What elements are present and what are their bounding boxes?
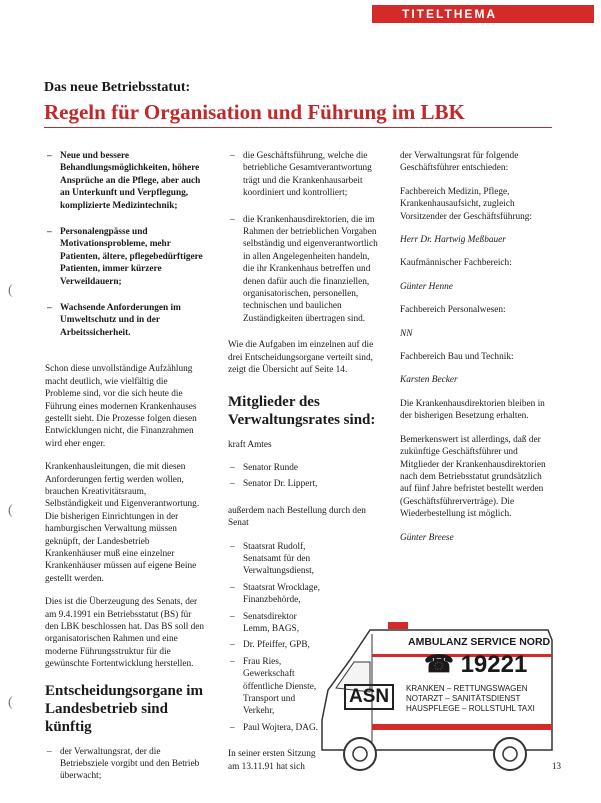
page-number: 13 (552, 761, 561, 771)
headline-rule (44, 127, 552, 128)
paragraph: Dies ist die Überzeugung des Senats, der am 9.4.1991 ein Betriebsstatut (BS) für den LBK beschlossen hat. Das BS soll den organisatorischen Rahmen und eine moderne Führungsstruktur für die gewünschte Fortentwicklung herstellen. (45, 597, 205, 670)
service-row: NOTARZT – SANITÄTSDIENST (406, 694, 521, 703)
role-name: Herr Dr. Hartwig Meßbauer (400, 235, 506, 246)
role-label: Kaufmännischer Fachbereich: (400, 258, 512, 269)
paragraph: Wie die Aufgaben im einzelnen auf die drei Entscheidungsorgane verteilt sind, zeigt die Übersicht auf Seite 14. (228, 340, 374, 376)
list-item: – Paul Wojtera, DAG. (228, 722, 320, 734)
list-item: – Staatsrat Wrocklage, Finanzbehörde, (228, 582, 320, 607)
list-item: – Frau Ries, Gewerkschaft öffentliche Dienste, Transport und Verkehr, (228, 656, 320, 718)
paragraph: Krankenhausleitungen, die mit diesen Anforderungen fertig werden wollen, brauchen Kreativitätsraum, Selbständigkeit und Eigenverantwortung. Die bisherigen Einrichtungen in der hamburgischen Verwaltung müssen geknüpft, der Landesbetrieb Krankenhäuser muß eine einzelner Krankenhäuser müssen auf eigene Beine gestellt werden. (45, 462, 200, 584)
list-item: – Senator Runde (228, 462, 380, 474)
list-item: – Senatsdirektor Lemm, BAGS, (228, 611, 320, 636)
subheading: Mitglieder des Verwaltungsrates sind: (228, 393, 376, 428)
paragraph: Schon diese unvollständige Aufzählung macht deutlich, wie vielfältig die Probleme sind, vor die sich heute die Führung eines modernen Krankenhauses gestellt sieht. Die Prozesse folgen diesen Entwicklungen nicht, die Finanzrahmen wird eher enger. (45, 364, 197, 449)
kicker: Das neue Betriebsstatut: (44, 80, 191, 95)
author: Günter Breese (400, 532, 454, 543)
ambulance-services (406, 684, 556, 714)
list-item: – Neue und bessere Behandlungsmöglichkeiten, höhere Ansprüche an die Pflege, aber auch an Unterkunft und Verpflegung, komplizierte Medizintechnik; (45, 150, 205, 212)
role-label: Fachbereich Medizin, Pflege, Krankenhausaufsicht, zugleich Vorsitzender der Geschäftsführung: (400, 186, 533, 222)
service-row: HAUSPFLEGE – ROLLSTUHL TAXI (406, 704, 535, 713)
paragraph: außerdem nach Bestellung durch den Senat (228, 505, 366, 529)
label: kraft Amtes (228, 439, 272, 450)
section-banner: TITELTHEMA (372, 5, 594, 23)
paragraph: der Verwaltungsrat für folgende Geschäftsführer entschieden: (400, 151, 519, 174)
list-item: – Wachsende Anforderungen im Umweltschutz und in der Arbeitssicherheit. (45, 302, 205, 339)
service-row: KRANKEN – RETTUNGSWAGEN (406, 684, 528, 693)
paragraph: In seiner ersten Sitzung am 13.11.91 hat sich (228, 749, 316, 772)
list-item: – Personalengpässe und Motivationsprobleme, mehr Patienten, ältere, pflegebedürftigere Patienten, immer kürzere Verweildauern; (45, 226, 205, 288)
ambulance-phone: ☎ 19221 (424, 651, 528, 678)
list-item: – die Geschäftsführung, welche die betriebliche Gesamtverantwortung trägt und die Krankenhausarbeit koordiniert und kontrolliert; (228, 150, 380, 200)
role-label: Fachbereich Personalwesen: (400, 305, 506, 316)
paragraph: Die Krankenhausdirektorien bleiben in der bisherigen Besetzung erhalten. (400, 398, 545, 422)
binding-mark-icon: ( (8, 503, 13, 518)
subheading: Entscheidungsorgane im Landesbetrieb sind künftig (45, 682, 203, 735)
list-item: – die Krankenhausdirektorien, die im Rahmen der betrieblichen Vorgaben selbständig und eigenverantwortlich in allen Angelegenheiten handeln, die ihr Krankenhaus betreffen und denen dafür auch die finanziellen, organisatorischen, personellen, technischen und baulichen Zuständigkeiten übertragen sind. (228, 214, 380, 326)
column-3 (400, 150, 555, 555)
headline: Regeln für Organisation und Führung im LBK (44, 100, 465, 124)
ambulance-header: AMBULANZ SERVICE NORD (408, 636, 551, 648)
list-item: – Dr. Pfeiffer, GPB, (228, 639, 320, 651)
list-item: – Staatsrat Rudolf, Senatsamt für den Verwaltungsdienst, (228, 541, 320, 578)
role-name: NN (400, 328, 413, 339)
role-label: Fachbereich Bau und Technik: (400, 352, 514, 363)
role-name: Karsten Becker (400, 375, 458, 386)
paragraph: Bemerkenswert ist allerdings, daß der zukünftige Geschäftsführer und Mitglieder der Krankenhausdirektorien nach dem Betriebsstatut grundsätzlich auf fünf Jahre befristet bestellt werden (Geschäftsführerverträge). Die Wiederbestellung ist möglich. (400, 434, 546, 520)
column-1 (45, 150, 205, 797)
role-name: Günter Henne (400, 281, 453, 292)
binding-mark-icon: ( (8, 695, 13, 710)
list-item: – Senator Dr. Lippert, (228, 478, 380, 490)
binding-mark-icon: ( (8, 283, 13, 298)
ambulance-illustration (310, 600, 560, 785)
ambulance-logo: ASN (344, 684, 394, 710)
list-item: – der Verwaltungsrat, der die Betriebsziele vorgibt und den Betrieb überwacht; (45, 746, 205, 783)
